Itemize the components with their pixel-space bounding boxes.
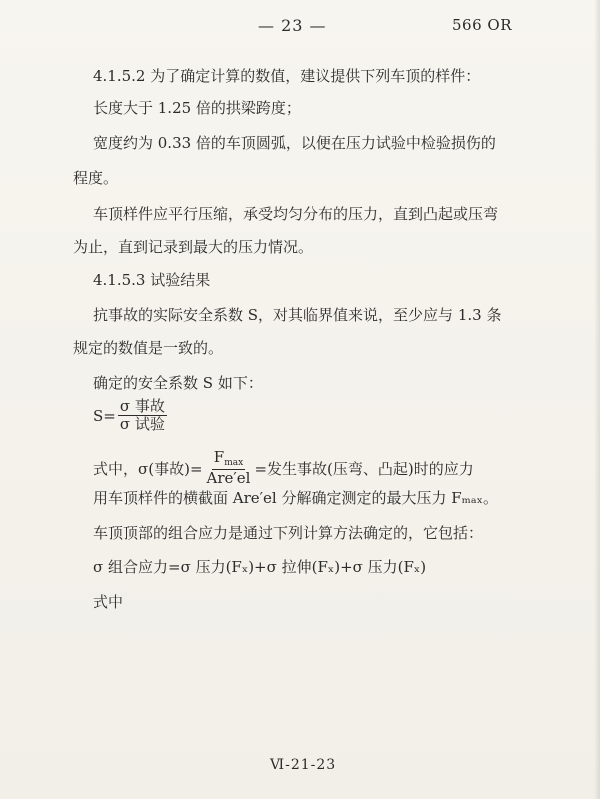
stress-numerator bbox=[212, 449, 245, 470]
paragraph-line: 抗事故的实际安全系数 S，对其临界值来说，至少应与 1.3 条 bbox=[93, 306, 502, 324]
stress-formula-suffix: =发生事故(压弯、凸起)时的应力 bbox=[254, 459, 474, 478]
paragraph-line: 为止，直到记录到最大的压力情况。 bbox=[73, 238, 314, 256]
paragraph-line: 确定的安全系数 S 如下： bbox=[93, 374, 263, 392]
stress-numerator-sub: max bbox=[224, 458, 244, 468]
paragraph-line: 车顶样件应平行压缩，承受均匀分布的压力，直到凸起或压弯 bbox=[93, 205, 499, 223]
paragraph-line: 程度。 bbox=[73, 169, 119, 187]
document-code: 566 OR bbox=[452, 16, 512, 34]
formula-fraction bbox=[118, 398, 167, 433]
paragraph-line: 长度大于 1.25 倍的拱梁跨度； bbox=[93, 99, 301, 117]
stress-formula bbox=[93, 449, 474, 487]
section-4-1-5-2: 4.1.5.2 为了确定计算的数值，建议提供下列车顶的样件： bbox=[93, 67, 481, 85]
paragraph-line: 规定的数值是一致的。 bbox=[73, 339, 224, 357]
paragraph-line: 式中 bbox=[93, 593, 124, 611]
formula-numerator: σ 事故 bbox=[119, 397, 165, 415]
stress-formula-prefix: 式中，σ(事故)= bbox=[93, 459, 203, 478]
section-4-1-5-3: 4.1.5.3 试验结果 bbox=[93, 271, 211, 289]
stress-fraction bbox=[205, 449, 253, 487]
page-footer-label: Ⅵ-21-23 bbox=[270, 757, 337, 773]
formula-denominator: σ 试验 bbox=[119, 415, 165, 433]
stress-denominator: Are′el bbox=[206, 469, 251, 487]
safety-factor-formula bbox=[93, 398, 169, 433]
stress-numerator-main: F bbox=[213, 448, 225, 466]
paragraph-line: 宽度约为 0.33 倍的车顶圆弧，以便在压力试验中检验损伤的 bbox=[93, 134, 496, 152]
page-number-header: — 23 — bbox=[258, 16, 327, 35]
paragraph-line: 用车顶样件的横截面 Are′el 分解确定测定的最大压力 Fₘₐₓ。 bbox=[93, 489, 499, 507]
scan-shadow bbox=[594, 0, 600, 799]
formula-lhs: S= bbox=[93, 406, 116, 425]
paragraph-line: 车顶顶部的组合应力是通过下列计算方法确定的，它包括： bbox=[93, 524, 484, 542]
combined-stress-formula: σ 组合应力=σ 压力(Fₓ)+σ 拉伸(Fₓ)+σ 压力(Fₓ) bbox=[93, 558, 427, 576]
